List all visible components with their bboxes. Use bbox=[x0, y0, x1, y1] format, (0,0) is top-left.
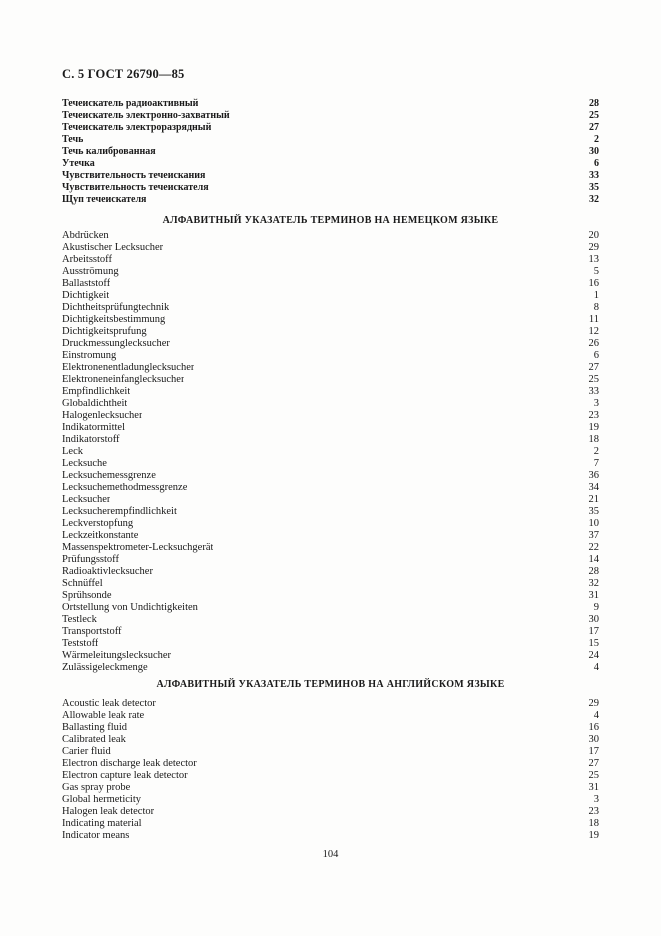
index-entry bbox=[62, 806, 599, 818]
index-entry bbox=[62, 626, 599, 638]
index-entry bbox=[62, 698, 599, 710]
index-term: Schnüffel bbox=[62, 578, 103, 589]
index-page-ref: 34 bbox=[588, 482, 599, 493]
index-term: Global hermeticity bbox=[62, 794, 142, 805]
index-page-ref: 19 bbox=[588, 422, 599, 433]
index-term: Akustischer Lecksucher bbox=[62, 242, 164, 253]
index-term: Prüfungsstoff bbox=[62, 554, 119, 565]
index-term: Einstromung bbox=[62, 350, 117, 361]
index-term: Sprühsonde bbox=[62, 590, 112, 601]
index-page-ref: 32 bbox=[589, 194, 599, 205]
index-term: Течеискатель электронно-захватный bbox=[62, 110, 230, 121]
index-entry bbox=[62, 194, 599, 206]
index-page-ref: 6 bbox=[593, 350, 599, 361]
index-page-ref: 10 bbox=[588, 518, 599, 529]
index-term: Gas spray probe bbox=[62, 782, 131, 793]
index-term: Wärmeleitungslecksucher bbox=[62, 650, 172, 661]
index-page-ref: 16 bbox=[588, 278, 599, 289]
index-term: Lecksucherempfindlichkeit bbox=[62, 506, 177, 517]
index-entry bbox=[62, 830, 599, 842]
index-page-ref: 27 bbox=[588, 362, 599, 373]
index-page-ref: 13 bbox=[588, 254, 599, 265]
index-page-ref: 31 bbox=[588, 590, 599, 601]
index-page-ref: 31 bbox=[588, 782, 599, 793]
index-page-ref: 23 bbox=[588, 806, 599, 817]
index-page-ref: 18 bbox=[588, 818, 599, 829]
index-page-ref: 35 bbox=[589, 182, 599, 193]
index-entry bbox=[62, 302, 599, 314]
russian-index-tail bbox=[62, 98, 599, 206]
index-page-ref: 3 bbox=[593, 794, 599, 805]
index-entry bbox=[62, 470, 599, 482]
index-entry bbox=[62, 434, 599, 446]
index-page-ref: 30 bbox=[588, 734, 599, 745]
index-term: Течеискатель радиоактивный bbox=[62, 98, 199, 109]
index-entry bbox=[62, 770, 599, 782]
index-entry bbox=[62, 386, 599, 398]
index-page-ref: 33 bbox=[589, 170, 599, 181]
index-page-ref: 17 bbox=[588, 746, 599, 757]
index-entry bbox=[62, 758, 599, 770]
index-entry bbox=[62, 446, 599, 458]
index-entry bbox=[62, 158, 599, 170]
index-term: Indicating material bbox=[62, 818, 142, 829]
index-page-ref: 4 bbox=[593, 710, 599, 721]
index-entry bbox=[62, 146, 599, 158]
index-term: Globaldichtheit bbox=[62, 398, 128, 409]
index-term: Allowable leak rate bbox=[62, 710, 145, 721]
index-entry bbox=[62, 650, 599, 662]
index-page-ref: 37 bbox=[588, 530, 599, 541]
index-term: Ballaststoff bbox=[62, 278, 111, 289]
index-term: Чувствительность течеискания bbox=[62, 170, 206, 181]
index-term: Утечка bbox=[62, 158, 95, 169]
index-entry bbox=[62, 374, 599, 386]
index-page-ref: 25 bbox=[588, 770, 599, 781]
index-term: Dichtigkeitsbestimmung bbox=[62, 314, 166, 325]
index-entry bbox=[62, 290, 599, 302]
page-header: С. 5 ГОСТ 26790—85 bbox=[62, 67, 185, 81]
index-page-ref: 1 bbox=[593, 290, 599, 301]
index-term: Radioaktivlecksucher bbox=[62, 566, 153, 577]
index-entry bbox=[62, 506, 599, 518]
index-entry bbox=[62, 98, 599, 110]
index-page-ref: 27 bbox=[589, 122, 599, 133]
index-page-ref: 36 bbox=[588, 470, 599, 481]
index-entry bbox=[62, 518, 599, 530]
index-term: Lecksuche bbox=[62, 458, 107, 469]
index-entry bbox=[62, 710, 599, 722]
index-entry bbox=[62, 662, 599, 674]
german-index-title: АЛФАВИТНЫЙ УКАЗАТЕЛЬ ТЕРМИНОВ НА НЕМЕЦКОМ ЯЗЫКЕ bbox=[162, 215, 499, 226]
index-page-ref: 33 bbox=[588, 386, 599, 397]
index-entry bbox=[62, 350, 599, 362]
index-term: Arbeitsstoff bbox=[62, 254, 112, 265]
index-entry bbox=[62, 362, 599, 374]
index-entry bbox=[62, 230, 599, 242]
index-term: Indicator means bbox=[62, 830, 130, 841]
index-term: Indikatormittel bbox=[62, 422, 125, 433]
index-term: Electron capture leak detector bbox=[62, 770, 188, 781]
index-term: Halogenlecksucher bbox=[62, 410, 143, 421]
index-page-ref: 11 bbox=[588, 314, 599, 325]
index-page-ref: 17 bbox=[588, 626, 599, 637]
index-term: Ortstellung von Undichtigkeiten bbox=[62, 602, 198, 613]
index-term: Electron discharge leak detector bbox=[62, 758, 197, 769]
index-entry bbox=[62, 398, 599, 410]
index-page-ref: 28 bbox=[588, 566, 599, 577]
index-term: Leck bbox=[62, 446, 83, 457]
index-page-ref: 22 bbox=[588, 542, 599, 553]
index-term: Ausströmung bbox=[62, 266, 119, 277]
index-entry bbox=[62, 458, 599, 470]
index-term: Чувствительность течеискателя bbox=[62, 182, 209, 193]
index-entry bbox=[62, 638, 599, 650]
index-page-ref: 16 bbox=[588, 722, 599, 733]
index-page-ref: 30 bbox=[588, 614, 599, 625]
index-entry bbox=[62, 590, 599, 602]
index-term: Transportstoff bbox=[62, 626, 122, 637]
index-entry bbox=[62, 530, 599, 542]
index-term: Abdrücken bbox=[62, 230, 109, 241]
index-term: Halogen leak detector bbox=[62, 806, 155, 817]
index-page-ref: 8 bbox=[593, 302, 599, 313]
index-page-ref: 23 bbox=[588, 410, 599, 421]
index-page-ref: 24 bbox=[588, 650, 599, 661]
index-term: Elektroneneinfanglecksucher bbox=[62, 374, 185, 385]
index-entry bbox=[62, 134, 599, 146]
index-entry bbox=[62, 410, 599, 422]
index-page-ref: 27 bbox=[588, 758, 599, 769]
index-entry bbox=[62, 614, 599, 626]
index-page-ref: 12 bbox=[588, 326, 599, 337]
index-entry bbox=[62, 542, 599, 554]
index-entry bbox=[62, 782, 599, 794]
index-entry bbox=[62, 566, 599, 578]
index-term: Acoustic leak detector bbox=[62, 698, 156, 709]
index-entry bbox=[62, 182, 599, 194]
index-page-ref: 2 bbox=[593, 446, 599, 457]
index-entry bbox=[62, 170, 599, 182]
index-term: Leckzeitkonstante bbox=[62, 530, 139, 541]
index-term: Течь bbox=[62, 134, 84, 145]
index-term: Течеискатель электроразрядный bbox=[62, 122, 212, 133]
index-page-ref: 7 bbox=[593, 458, 599, 469]
index-page-ref: 15 bbox=[588, 638, 599, 649]
index-term: Carier fluid bbox=[62, 746, 111, 757]
index-entry bbox=[62, 494, 599, 506]
index-term: Lecksucher bbox=[62, 494, 111, 505]
index-entry bbox=[62, 554, 599, 566]
index-entry bbox=[62, 314, 599, 326]
index-page-ref: 2 bbox=[594, 134, 599, 145]
index-term: Dichtheitsprüfungtechnik bbox=[62, 302, 170, 313]
index-entry bbox=[62, 734, 599, 746]
index-term: Zulässigeleckmenge bbox=[62, 662, 148, 673]
index-page-ref: 18 bbox=[588, 434, 599, 445]
index-entry bbox=[62, 818, 599, 830]
index-entry bbox=[62, 602, 599, 614]
index-entry bbox=[62, 482, 599, 494]
index-entry bbox=[62, 122, 599, 134]
index-page-ref: 25 bbox=[588, 374, 599, 385]
index-term: Calibrated leak bbox=[62, 734, 126, 745]
index-term: Leckverstopfung bbox=[62, 518, 134, 529]
index-page-ref: 21 bbox=[588, 494, 599, 505]
index-term: Dichtigkeitsprufung bbox=[62, 326, 147, 337]
index-entry bbox=[62, 422, 599, 434]
index-term: Testleck bbox=[62, 614, 97, 625]
index-entry bbox=[62, 242, 599, 254]
index-page-ref: 25 bbox=[589, 110, 599, 121]
index-entry bbox=[62, 326, 599, 338]
index-page-ref: 3 bbox=[593, 398, 599, 409]
index-term: Massenspektrometer-Lecksuchgerät bbox=[62, 542, 214, 553]
index-page-ref: 29 bbox=[588, 698, 599, 709]
index-term: Empfindlichkeit bbox=[62, 386, 131, 397]
index-term: Indikatorstoff bbox=[62, 434, 120, 445]
index-page-ref: 29 bbox=[588, 242, 599, 253]
index-term: Druckmessunglecksucher bbox=[62, 338, 170, 349]
index-page-ref: 19 bbox=[588, 830, 599, 841]
index-page-ref: 14 bbox=[588, 554, 599, 565]
index-entry bbox=[62, 278, 599, 290]
index-page-ref: 28 bbox=[589, 98, 599, 109]
index-entry bbox=[62, 266, 599, 278]
index-term: Щуп течеискателя bbox=[62, 194, 147, 205]
index-page-ref: 6 bbox=[594, 158, 599, 169]
index-term: Течь калиброванная bbox=[62, 146, 156, 157]
index-entry bbox=[62, 254, 599, 266]
index-page-ref: 9 bbox=[593, 602, 599, 613]
index-page-ref: 35 bbox=[588, 506, 599, 517]
index-term: Lecksuchemethodmessgrenze bbox=[62, 482, 188, 493]
index-page-ref: 30 bbox=[589, 146, 599, 157]
index-term: Lecksuchemessgrenze bbox=[62, 470, 156, 481]
english-index-title: АЛФАВИТНЫЙ УКАЗАТЕЛЬ ТЕРМИНОВ НА АНГЛИЙСКОМ ЯЗЫКЕ bbox=[156, 679, 505, 690]
page-number: 104 bbox=[322, 849, 339, 860]
index-term: Dichtigkeit bbox=[62, 290, 110, 301]
index-page-ref: 5 bbox=[593, 266, 599, 277]
german-index-list bbox=[62, 230, 599, 674]
index-entry bbox=[62, 110, 599, 122]
index-page-ref: 20 bbox=[588, 230, 599, 241]
index-entry bbox=[62, 338, 599, 350]
index-page-ref: 4 bbox=[593, 662, 599, 673]
english-index-list bbox=[62, 698, 599, 842]
index-entry bbox=[62, 746, 599, 758]
index-entry bbox=[62, 722, 599, 734]
index-entry bbox=[62, 578, 599, 590]
index-page-ref: 32 bbox=[588, 578, 599, 589]
index-term: Teststoff bbox=[62, 638, 99, 649]
index-term: Elektronenentladunglecksucher bbox=[62, 362, 195, 373]
index-page-ref: 26 bbox=[588, 338, 599, 349]
index-entry bbox=[62, 794, 599, 806]
index-term: Ballasting fluid bbox=[62, 722, 128, 733]
